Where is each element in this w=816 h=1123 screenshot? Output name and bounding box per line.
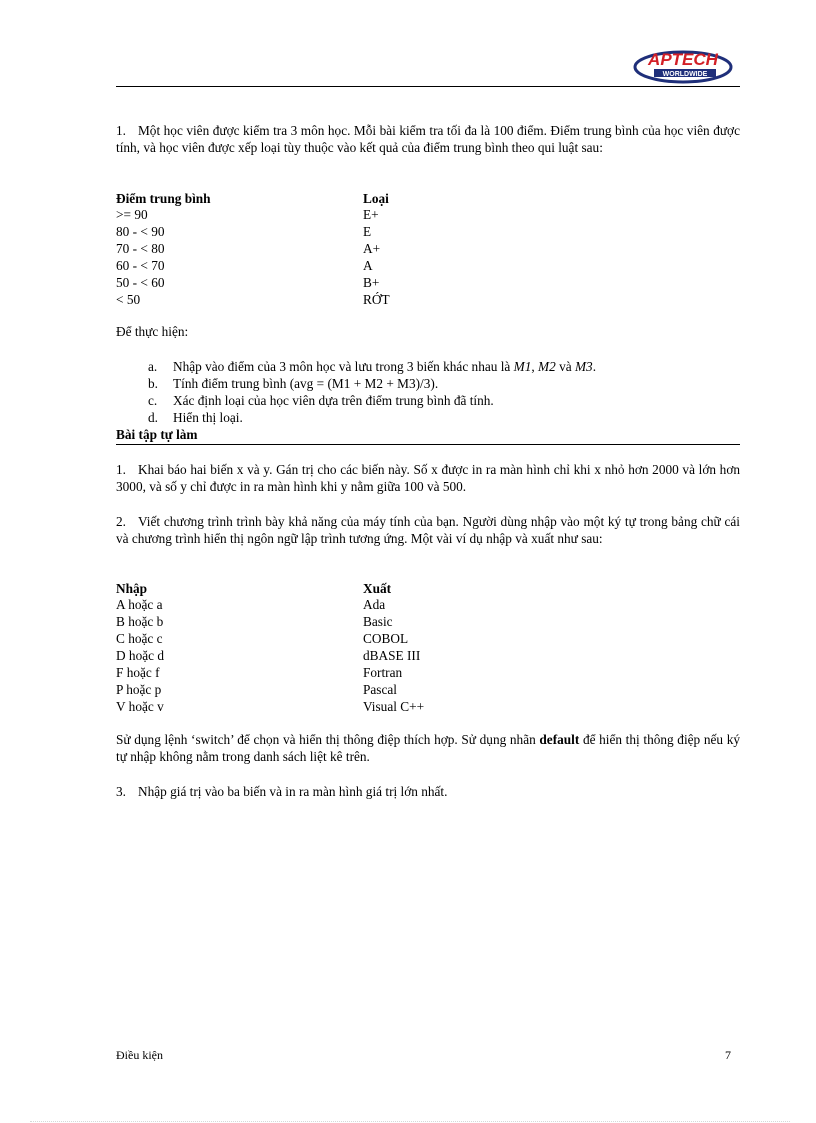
language-table-row bbox=[116, 630, 516, 647]
step-end: . bbox=[592, 359, 597, 374]
aptech-logo bbox=[632, 48, 734, 84]
grade-table-row bbox=[116, 257, 516, 274]
self-exercise-3-text: Nhập giá trị vào ba biến và in ra màn hình giá trị lớn nhất. bbox=[137, 784, 448, 799]
grade-score: 60 - < 70 bbox=[116, 258, 165, 273]
grade-table-row bbox=[116, 240, 516, 257]
step-item bbox=[148, 358, 596, 375]
exercise-1-number: 1. bbox=[116, 123, 126, 138]
section-title: Bài tập tự làm bbox=[116, 426, 740, 445]
grade-score: < 50 bbox=[116, 292, 141, 307]
language-output: Visual C++ bbox=[363, 699, 425, 714]
switch-note bbox=[116, 731, 740, 765]
step-var-m2: M2 bbox=[538, 359, 556, 374]
grade-col-score-header: Điểm trung bình bbox=[116, 191, 211, 206]
howto-label: Để thực hiện: bbox=[116, 324, 189, 339]
step-marker: c. bbox=[148, 393, 158, 408]
language-output: Basic bbox=[363, 614, 393, 629]
self-exercise-1-number: 1. bbox=[116, 462, 126, 477]
logo-text: APTECH bbox=[648, 50, 718, 69]
language-input: C hoặc c bbox=[116, 631, 163, 646]
header-rule bbox=[116, 86, 740, 87]
language-output: Fortran bbox=[363, 665, 403, 680]
language-table-row bbox=[116, 681, 516, 698]
language-input: P hoặc p bbox=[116, 682, 162, 697]
logo-subtext: WORLDWIDE bbox=[662, 71, 708, 78]
step-text: Nhập vào điểm của 3 môn học và lưu trong 3 biến khác nhau là bbox=[173, 359, 514, 374]
step-var-m1: M1 bbox=[513, 359, 532, 374]
grade-table-header bbox=[116, 190, 516, 207]
self-exercise-3-paragraph bbox=[116, 783, 740, 800]
grade-score: 80 - < 90 bbox=[116, 224, 165, 239]
step-text: Xác định loại của học viên dựa trên điểm trung bình đã tính. bbox=[173, 393, 494, 408]
step-item bbox=[148, 392, 494, 409]
exercise-1-text: Một học viên được kiểm tra 3 môn học. Mỗi bài kiểm tra tối đa là 100 điểm. Điểm trung bình của học viên được tính, và học viên được xếp loại tùy thuộc vào kết quả của điểm trung bình theo qui luật sau: bbox=[116, 123, 740, 155]
grade-type: B+ bbox=[363, 275, 380, 290]
language-output: Pascal bbox=[363, 682, 397, 697]
switch-note-text: Sử dụng lệnh ‘switch’ để chọn và hiển thị thông điệp thích hợp. Sử dụng nhãn bbox=[116, 732, 540, 747]
footer-title: Điều kiện bbox=[116, 1048, 163, 1062]
language-table-row bbox=[116, 698, 516, 715]
language-output: Ada bbox=[363, 597, 386, 612]
step-marker: d. bbox=[148, 410, 158, 425]
grade-type: E bbox=[363, 224, 372, 239]
step-item bbox=[148, 409, 243, 426]
grade-type: A bbox=[363, 258, 373, 273]
grade-table-row bbox=[116, 206, 516, 223]
language-input: D hoặc d bbox=[116, 648, 164, 663]
self-exercise-1-paragraph bbox=[116, 461, 740, 495]
switch-note-text-end: để hiển thị thông điệp nếu ký tự nhập không nằm trong danh sách liệt kê trên. bbox=[116, 732, 740, 764]
language-input: B hoặc b bbox=[116, 614, 164, 629]
step-sep: , bbox=[531, 359, 539, 374]
language-col-input-header: Nhập bbox=[116, 581, 148, 596]
language-table-row bbox=[116, 647, 516, 664]
step-text: Hiển thị loại. bbox=[173, 410, 243, 425]
step-sep: và bbox=[555, 359, 575, 374]
grade-type: A+ bbox=[363, 241, 381, 256]
grade-score: 70 - < 80 bbox=[116, 241, 165, 256]
language-col-output-header: Xuất bbox=[363, 581, 392, 596]
language-table-header bbox=[116, 580, 516, 597]
grade-score: >= 90 bbox=[116, 207, 148, 222]
grade-table-row bbox=[116, 223, 516, 240]
exercise-1-paragraph bbox=[116, 122, 740, 156]
step-item bbox=[148, 375, 438, 392]
step-marker: a. bbox=[148, 359, 158, 374]
language-output: dBASE III bbox=[363, 648, 421, 663]
language-table-row bbox=[116, 664, 516, 681]
page-number: 7 bbox=[725, 1048, 731, 1062]
language-table-row bbox=[116, 613, 516, 630]
self-exercise-2-number: 2. bbox=[116, 514, 126, 529]
step-marker: b. bbox=[148, 376, 158, 391]
grade-table-row bbox=[116, 291, 516, 308]
grade-col-type-header: Loại bbox=[363, 191, 389, 206]
grade-table-row bbox=[116, 274, 516, 291]
self-exercise-3-number: 3. bbox=[116, 784, 126, 799]
self-exercise-1-text: Khai báo hai biến x và y. Gán trị cho các biến này. Số x được in ra màn hình chỉ khi x nhỏ hơn 2000 và lớn hơn 3000, và số y chỉ được in ra màn hình khi y nằm giữa 100 và 500. bbox=[116, 462, 740, 494]
language-input: V hoặc v bbox=[116, 699, 164, 714]
grade-type: RỚT bbox=[363, 292, 390, 307]
step-var-m3: M3 bbox=[574, 359, 593, 374]
language-output: COBOL bbox=[363, 631, 409, 646]
language-input: F hoặc f bbox=[116, 665, 160, 680]
self-exercise-2-text: Viết chương trình trình bày khả năng của máy tính của bạn. Người dùng nhập vào một ký tự trong bảng chữ cái và chương trình hiển thị ngôn ngữ lập trình tương ứng. Một vài ví dụ nhập và xuất như sau: bbox=[116, 514, 740, 546]
language-input: A hoặc a bbox=[116, 597, 163, 612]
page-bottom-edge bbox=[30, 1121, 790, 1122]
step-text: Tính điểm trung bình (avg = (M1 + M2 + M3)/3). bbox=[173, 376, 439, 391]
grade-score: 50 - < 60 bbox=[116, 275, 165, 290]
switch-note-keyword: default bbox=[539, 732, 580, 747]
self-exercise-2-paragraph bbox=[116, 513, 740, 547]
grade-type: E+ bbox=[363, 207, 379, 222]
language-table-row bbox=[116, 596, 516, 613]
